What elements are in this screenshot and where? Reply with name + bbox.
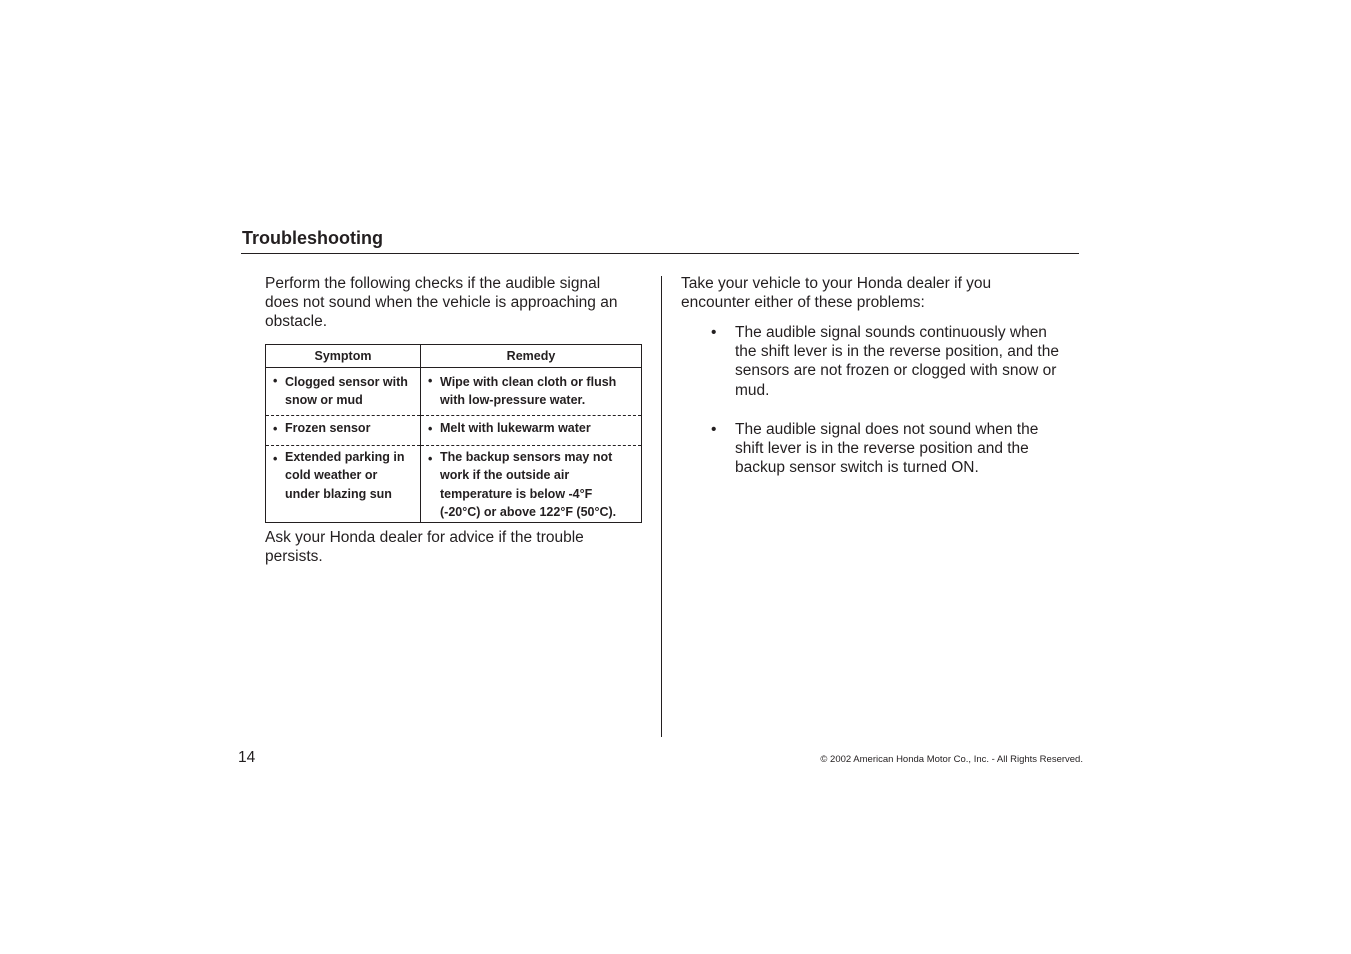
symptom-text: Frozen sensor — [285, 421, 371, 435]
list-item — [711, 323, 1061, 400]
troubleshooting-table — [265, 344, 642, 523]
copyright-notice: © 2002 American Honda Motor Co., Inc. - All Rights Reserved. — [820, 754, 1083, 765]
table-header-row — [266, 345, 642, 368]
bullet-icon: • — [428, 422, 433, 436]
symptom-text: Clogged sensor with snow or mud — [285, 375, 408, 408]
title-rule — [241, 253, 1079, 254]
list-item-text: The audible signal does not sound when the shift lever is in the reverse position and the backup sensor switch is turned ON. — [735, 421, 1039, 477]
list-item — [711, 420, 1061, 478]
column-header-symptom: Symptom — [266, 345, 421, 368]
bullet-icon: • — [273, 452, 278, 466]
bullet-icon: • — [273, 422, 278, 436]
remedy-cell — [421, 446, 642, 523]
column-divider — [661, 276, 662, 737]
remedy-text: The backup sensors may not work if the outside air temperature is below -4°F (-20°C) or above 122°F (50°C). — [440, 450, 617, 519]
symptom-text: Extended parking in cold weather or under blazing sun — [285, 450, 405, 501]
page-number: 14 — [238, 749, 256, 766]
remedy-cell — [421, 416, 642, 446]
remedy-text: Melt with lukewarm water — [440, 421, 591, 435]
remedy-text: Wipe with clean cloth or flush with low-pressure water. — [440, 375, 617, 408]
bullet-icon: • — [711, 421, 717, 438]
symptom-cell — [266, 368, 421, 416]
table-row — [266, 416, 642, 446]
left-intro-paragraph: Perform the following checks if the audible signal does not sound when the vehicle is approaching an obstacle. — [265, 275, 618, 331]
section-title: Troubleshooting — [242, 228, 383, 248]
right-intro-paragraph: Take your vehicle to your Honda dealer if you encounter either of these problems: — [681, 275, 992, 312]
table-row — [266, 368, 642, 416]
bullet-icon: • — [711, 324, 717, 341]
table-row — [266, 446, 642, 523]
column-header-remedy: Remedy — [421, 345, 642, 368]
bullet-icon: • — [428, 374, 433, 388]
remedy-cell — [421, 368, 642, 416]
bullet-icon: • — [273, 374, 278, 388]
symptom-cell — [266, 416, 421, 446]
symptom-cell — [266, 446, 421, 523]
advice-paragraph: Ask your Honda dealer for advice if the trouble persists. — [265, 529, 584, 566]
list-item-text: The audible signal sounds continuously when the shift lever is in the reverse position, and the sensors are not frozen or clogged with snow or mud. — [735, 324, 1059, 399]
bullet-icon: • — [428, 452, 433, 466]
